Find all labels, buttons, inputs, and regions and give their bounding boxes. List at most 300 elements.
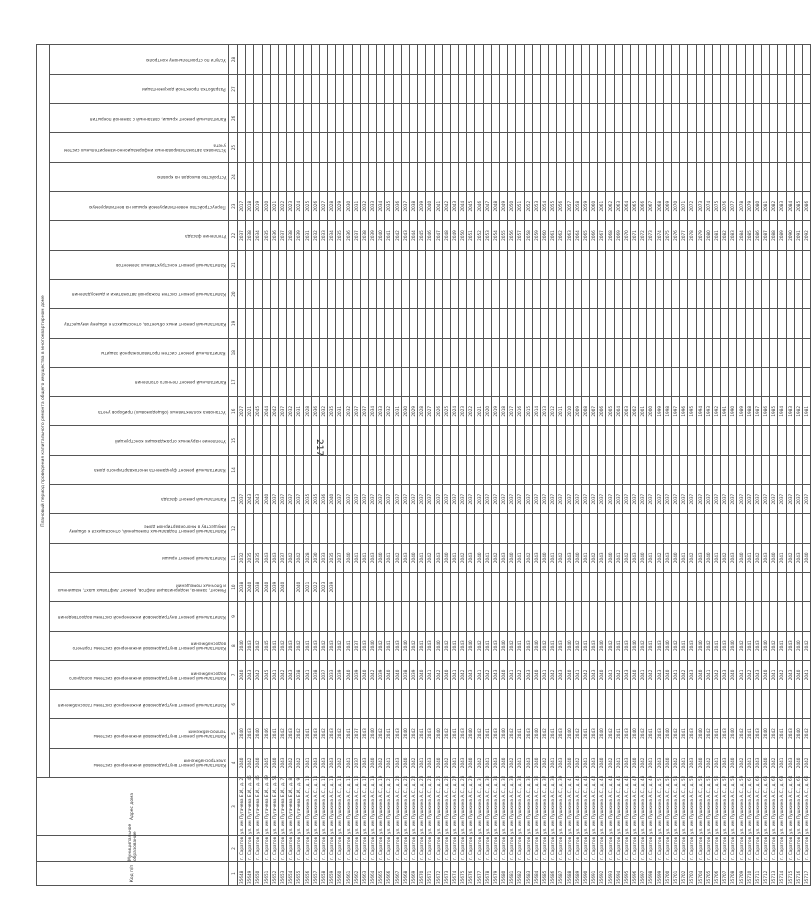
- row-year-cell: [762, 514, 770, 543]
- header-column-number: 17: [229, 367, 238, 396]
- row-year-cell: 2040: [238, 631, 246, 660]
- row-year-cell: 2037: [352, 397, 360, 426]
- row-year-cell: [598, 45, 606, 75]
- row-year-cell: [254, 514, 262, 543]
- row-year-cell: 2037: [639, 485, 647, 514]
- row-year-cell: [557, 367, 565, 396]
- row-year-cell: [688, 690, 696, 719]
- row-year-cell: 2040: [500, 719, 508, 748]
- row-year-cell: 2016: [516, 397, 524, 426]
- row-year-cell: [794, 338, 802, 367]
- row-year-cell: 2040: [278, 572, 286, 601]
- header-column-number: 13: [229, 485, 238, 514]
- row-year-cell: [352, 45, 360, 75]
- row-year-cell: [295, 104, 303, 133]
- row-year-cell: 2076: [671, 221, 679, 250]
- row-year-cell: [434, 514, 442, 543]
- row-year-cell: 2042: [549, 660, 557, 689]
- row-municipality: г. Саратов: [550, 836, 556, 860]
- row-address: ул. им Пушкина А.С., д. 64: [787, 775, 793, 834]
- row-year-cell: 2043: [262, 543, 270, 572]
- row-year-cell: 2037: [753, 485, 761, 514]
- row-year-cell: 2052: [524, 192, 532, 221]
- header-work-label: Устройство выходов на кровлю: [156, 175, 226, 181]
- row-municipality: г. Саратов: [705, 836, 711, 860]
- row-year-cell: [319, 455, 327, 484]
- row-year-cell: [319, 367, 327, 396]
- row-year-cell: [483, 74, 491, 103]
- row-year-cell: [344, 690, 352, 719]
- row-year-cell: 2063: [614, 192, 622, 221]
- row-year-cell: [434, 309, 442, 338]
- row-year-cell: [426, 74, 434, 103]
- header-work-5: [50, 631, 229, 660]
- row-year-cell: [573, 426, 581, 455]
- row-year-cell: [762, 309, 770, 338]
- row-year-cell: 2043: [491, 719, 499, 748]
- row-year-cell: [786, 162, 794, 191]
- row-year-cell: [622, 426, 630, 455]
- row-year-cell: [631, 162, 639, 191]
- row-year-cell: [565, 367, 573, 396]
- row-year-cell: 2080: [753, 192, 761, 221]
- row-year-cell: 2040: [573, 543, 581, 572]
- row-year-cell: 2043: [590, 660, 598, 689]
- row-year-cell: [794, 572, 802, 601]
- row-year-cell: [369, 45, 377, 75]
- row-year-cell: [459, 602, 467, 631]
- row-year-cell: [246, 133, 254, 162]
- row-year-cell: 2045: [418, 221, 426, 250]
- row-year-cell: [483, 309, 491, 338]
- row-year-cell: 2042: [737, 631, 745, 660]
- row-year-cell: 2037: [238, 221, 246, 250]
- row-year-cell: [426, 338, 434, 367]
- row-municipality: г. Саратов: [566, 836, 572, 860]
- row-year-cell: 1994: [696, 397, 704, 426]
- row-code: 35649: [246, 862, 254, 886]
- row-year-cell: [704, 602, 712, 631]
- row-year-cell: [278, 74, 286, 103]
- row-year-cell: [671, 104, 679, 133]
- row-year-cell: [344, 309, 352, 338]
- row-municipality: г. Саратов: [378, 836, 384, 860]
- row-year-cell: [565, 426, 573, 455]
- row-year-cell: [311, 602, 319, 631]
- row-year-cell: 2040: [442, 543, 450, 572]
- row-year-cell: 2042: [516, 660, 524, 689]
- row-year-cell: 2074: [704, 192, 712, 221]
- row-year-cell: [745, 250, 753, 279]
- row-year-cell: 2034: [254, 221, 262, 250]
- row-code: 35659: [328, 862, 336, 886]
- row-year-cell: 2007: [590, 397, 598, 426]
- row-municipality: г. Саратов: [640, 836, 646, 860]
- row-year-cell: 2037: [450, 485, 458, 514]
- row-year-cell: [565, 338, 573, 367]
- row-year-cell: [680, 250, 688, 279]
- row-year-cell: [712, 309, 720, 338]
- row-year-cell: 2049: [500, 192, 508, 221]
- row-year-cell: [516, 133, 524, 162]
- row-year-cell: [238, 162, 246, 191]
- row-address: ул. им Пугачева Е.И., д. 45: [255, 775, 261, 834]
- header-work-label: Капитальный ремонт систем противопожарной защиты: [101, 351, 226, 356]
- row-year-cell: [319, 338, 327, 367]
- row-code: 35684: [532, 862, 540, 886]
- row-year-cell: 2040: [794, 631, 802, 660]
- row-year-cell: [639, 572, 647, 601]
- row-municipality: г. Саратов: [320, 836, 326, 860]
- row-year-cell: [344, 162, 352, 191]
- row-address: ул. им Пушкина А.С., д. 50: [664, 775, 670, 834]
- row-year-cell: 2040: [729, 748, 737, 777]
- row-year-cell: 2042: [606, 719, 614, 748]
- row-year-cell: [524, 74, 532, 103]
- row-year-cell: [631, 74, 639, 103]
- row-year-cell: [262, 367, 270, 396]
- row-code: 35704: [696, 862, 704, 886]
- row-year-cell: [721, 455, 729, 484]
- row-year-cell: [671, 250, 679, 279]
- row-year-cell: [671, 133, 679, 162]
- row-year-cell: [573, 338, 581, 367]
- row-year-cell: [467, 104, 475, 133]
- row-year-cell: [786, 250, 794, 279]
- row-year-cell: [532, 133, 540, 162]
- row-year-cell: [573, 162, 581, 191]
- row-year-cell: 2043: [278, 748, 286, 777]
- row-address: ул. им Пушкина А.С., д. 20: [394, 775, 400, 834]
- table-row: [737, 45, 745, 886]
- row-year-cell: 2037: [377, 485, 385, 514]
- row-year-cell: [721, 367, 729, 396]
- repair-schedule-table: [36, 44, 811, 886]
- row-year-cell: [475, 602, 483, 631]
- row-year-cell: [753, 279, 761, 308]
- row-year-cell: [491, 45, 499, 75]
- row-year-cell: [467, 133, 475, 162]
- row-year-cell: [786, 104, 794, 133]
- row-address: ул. им Пугачева Е.И., д. 49: [263, 775, 269, 834]
- row-year-cell: 2036: [270, 221, 278, 250]
- row-year-cell: 2037: [360, 485, 368, 514]
- row-year-cell: [590, 426, 598, 455]
- row-year-cell: [745, 338, 753, 367]
- row-year-cell: 2041: [360, 543, 368, 572]
- row-year-cell: [426, 602, 434, 631]
- row-year-cell: [590, 309, 598, 338]
- row-address: ул. им Пушкина А.С., д. 55: [705, 775, 711, 834]
- row-year-cell: 2038: [409, 192, 417, 221]
- row-year-cell: [385, 426, 393, 455]
- row-year-cell: [524, 514, 532, 543]
- row-year-cell: [622, 572, 630, 601]
- row-year-cell: [344, 426, 352, 455]
- row-year-cell: [753, 104, 761, 133]
- row-year-cell: 2040: [401, 719, 409, 748]
- row-municipality: г. Саратов: [247, 836, 253, 860]
- row-year-cell: 2077: [680, 221, 688, 250]
- row-year-cell: [565, 250, 573, 279]
- row-year-cell: [680, 74, 688, 103]
- row-year-cell: 2037: [565, 485, 573, 514]
- row-year-cell: 2023: [287, 192, 295, 221]
- row-year-cell: 2040: [369, 748, 377, 777]
- row-year-cell: 2040: [369, 631, 377, 660]
- row-year-cell: [352, 309, 360, 338]
- row-year-cell: 2042: [540, 631, 548, 660]
- header-column-number: 28: [229, 45, 238, 75]
- row-year-cell: [573, 133, 581, 162]
- row-year-cell: [631, 104, 639, 133]
- row-year-cell: [467, 455, 475, 484]
- row-year-cell: 1987: [753, 397, 761, 426]
- row-year-cell: [418, 309, 426, 338]
- row-year-cell: [467, 367, 475, 396]
- row-year-cell: 2037: [352, 748, 360, 777]
- row-year-cell: [712, 133, 720, 162]
- row-year-cell: [622, 45, 630, 75]
- row-year-cell: [369, 279, 377, 308]
- row-year-cell: [655, 309, 663, 338]
- header-work-label: Утепление наружных ограждающих конструкций: [115, 438, 226, 444]
- row-year-cell: 2042: [483, 660, 491, 689]
- row-year-cell: [401, 572, 409, 601]
- row-year-cell: [238, 250, 246, 279]
- table-row: [311, 45, 319, 886]
- row-code: 35674: [450, 862, 458, 886]
- row-year-cell: [254, 133, 262, 162]
- row-year-cell: [655, 367, 663, 396]
- table-row: [631, 45, 639, 886]
- row-year-cell: 2043: [794, 543, 802, 572]
- table-row: [524, 45, 532, 886]
- row-year-cell: [369, 309, 377, 338]
- row-year-cell: 2040: [631, 660, 639, 689]
- row-code: 35692: [598, 862, 606, 886]
- row-year-cell: [303, 104, 311, 133]
- row-year-cell: [254, 162, 262, 191]
- row-year-cell: [426, 367, 434, 396]
- row-year-cell: 2011: [557, 397, 565, 426]
- row-year-cell: [581, 690, 589, 719]
- row-year-cell: [721, 338, 729, 367]
- row-year-cell: [393, 514, 401, 543]
- row-year-cell: [729, 133, 737, 162]
- row-year-cell: [639, 338, 647, 367]
- row-year-cell: 1991: [721, 397, 729, 426]
- row-year-cell: [516, 455, 524, 484]
- row-year-cell: 2037: [622, 485, 630, 514]
- header-work-12: [50, 426, 229, 455]
- row-year-cell: [573, 455, 581, 484]
- row-year-cell: [377, 514, 385, 543]
- row-year-cell: 1984: [778, 397, 786, 426]
- row-year-cell: 2037: [278, 221, 286, 250]
- row-year-cell: [557, 602, 565, 631]
- row-year-cell: [598, 162, 606, 191]
- row-year-cell: [409, 309, 417, 338]
- row-year-cell: 2041: [581, 631, 589, 660]
- row-year-cell: 2049: [450, 221, 458, 250]
- row-year-cell: [467, 162, 475, 191]
- row-year-cell: [393, 45, 401, 75]
- row-year-cell: 2032: [287, 397, 295, 426]
- row-year-cell: [295, 162, 303, 191]
- row-year-cell: 2071: [631, 221, 639, 250]
- row-municipality: г. Саратов: [771, 836, 777, 860]
- row-year-cell: 2062: [557, 221, 565, 250]
- row-year-cell: 2043: [459, 631, 467, 660]
- row-year-cell: [352, 104, 360, 133]
- row-year-cell: [639, 455, 647, 484]
- header-column-number: 16: [229, 397, 238, 426]
- row-year-cell: [278, 602, 286, 631]
- table-row: [671, 45, 679, 886]
- row-year-cell: 2040: [762, 719, 770, 748]
- row-year-cell: 2041: [450, 543, 458, 572]
- row-year-cell: 2037: [549, 485, 557, 514]
- row-year-cell: [581, 45, 589, 75]
- row-year-cell: [278, 133, 286, 162]
- row-year-cell: 2043: [311, 719, 319, 748]
- row-year-cell: [434, 250, 442, 279]
- row-year-cell: [631, 309, 639, 338]
- row-year-cell: 2041: [549, 719, 557, 748]
- table-row: [328, 45, 336, 886]
- row-year-cell: 2032: [319, 397, 327, 426]
- row-year-cell: [770, 279, 778, 308]
- row-municipality: г. Саратов: [754, 836, 760, 860]
- row-year-cell: 2043: [721, 631, 729, 660]
- row-code: 35685: [540, 862, 548, 886]
- table-row: [721, 45, 729, 886]
- row-year-cell: 2041: [614, 631, 622, 660]
- row-year-cell: [426, 133, 434, 162]
- row-year-cell: 2043: [557, 748, 565, 777]
- row-year-cell: 2037: [696, 485, 704, 514]
- row-year-cell: [778, 104, 786, 133]
- row-year-cell: [319, 133, 327, 162]
- row-year-cell: [598, 426, 606, 455]
- row-year-cell: [434, 367, 442, 396]
- row-year-cell: [671, 74, 679, 103]
- row-year-cell: [598, 455, 606, 484]
- row-year-cell: [639, 133, 647, 162]
- row-year-cell: [508, 338, 516, 367]
- row-year-cell: 2040: [631, 748, 639, 777]
- header-work-1: [50, 748, 229, 777]
- row-year-cell: 2042: [508, 719, 516, 748]
- row-year-cell: 2027: [238, 397, 246, 426]
- row-address: ул. им Пушкина А.С., д. 31: [492, 775, 498, 834]
- row-year-cell: [254, 309, 262, 338]
- row-year-cell: [802, 45, 810, 75]
- row-year-cell: 2037: [401, 485, 409, 514]
- row-year-cell: 2040: [770, 543, 778, 572]
- row-year-cell: 2040: [606, 543, 614, 572]
- row-year-cell: [434, 74, 442, 103]
- row-year-cell: [532, 74, 540, 103]
- row-year-cell: 2043: [721, 719, 729, 748]
- row-year-cell: 2037: [442, 485, 450, 514]
- row-year-cell: [557, 690, 565, 719]
- row-year-cell: 2037: [508, 485, 516, 514]
- row-year-cell: [246, 104, 254, 133]
- row-year-cell: [319, 514, 327, 543]
- row-municipality: г. Саратов: [419, 836, 425, 860]
- row-address: ул. им Пушкина А.С., д. 13: [329, 775, 335, 834]
- row-year-cell: [303, 338, 311, 367]
- row-year-cell: [524, 426, 532, 455]
- row-year-cell: [369, 250, 377, 279]
- header-work-21: [50, 162, 229, 191]
- table-row: [434, 45, 442, 886]
- row-year-cell: [663, 572, 671, 601]
- row-year-cell: 2069: [663, 192, 671, 221]
- row-year-cell: [663, 309, 671, 338]
- row-year-cell: [311, 455, 319, 484]
- row-year-cell: 2042: [688, 543, 696, 572]
- row-year-cell: [369, 602, 377, 631]
- row-year-cell: 2042: [475, 748, 483, 777]
- row-year-cell: 2042: [491, 543, 499, 572]
- row-year-cell: [328, 455, 336, 484]
- row-code: 35667: [393, 862, 401, 886]
- row-year-cell: 2040: [598, 748, 606, 777]
- row-year-cell: [377, 602, 385, 631]
- row-year-cell: 2043: [663, 543, 671, 572]
- row-year-cell: [442, 74, 450, 103]
- row-year-cell: 2043: [524, 660, 532, 689]
- row-municipality: г. Саратов: [533, 836, 539, 860]
- row-year-cell: [508, 45, 516, 75]
- row-address: ул. им Пушкина А.С., д. 5: [656, 778, 662, 834]
- row-year-cell: 2055: [500, 221, 508, 250]
- row-year-cell: [737, 104, 745, 133]
- row-year-cell: [295, 426, 303, 455]
- row-address: ул. им Пушкина А.С., д. 35: [525, 775, 531, 834]
- row-year-cell: [516, 572, 524, 601]
- header-column-number: 20: [229, 279, 238, 308]
- row-year-cell: [369, 74, 377, 103]
- row-year-cell: [606, 572, 614, 601]
- row-year-cell: 2042: [753, 543, 761, 572]
- row-year-cell: [254, 250, 262, 279]
- row-year-cell: [762, 455, 770, 484]
- row-year-cell: 2040: [794, 748, 802, 777]
- row-year-cell: [696, 250, 704, 279]
- row-year-cell: 2033: [319, 543, 327, 572]
- row-year-cell: 2054: [491, 221, 499, 250]
- row-year-cell: 2041: [418, 631, 426, 660]
- row-year-cell: 2009: [573, 397, 581, 426]
- row-year-cell: [516, 309, 524, 338]
- row-year-cell: [434, 572, 442, 601]
- row-year-cell: [336, 367, 344, 396]
- row-year-cell: [287, 572, 295, 601]
- row-year-cell: [663, 426, 671, 455]
- row-year-cell: 2042: [508, 748, 516, 777]
- row-address: ул. им Пушкина А.С., д. 26: [443, 775, 449, 834]
- row-year-cell: 2010: [565, 397, 573, 426]
- row-year-cell: 2040: [631, 631, 639, 660]
- row-municipality: г. Саратов: [280, 836, 286, 860]
- row-year-cell: [704, 514, 712, 543]
- row-year-cell: [614, 74, 622, 103]
- row-year-cell: 2041: [418, 543, 426, 572]
